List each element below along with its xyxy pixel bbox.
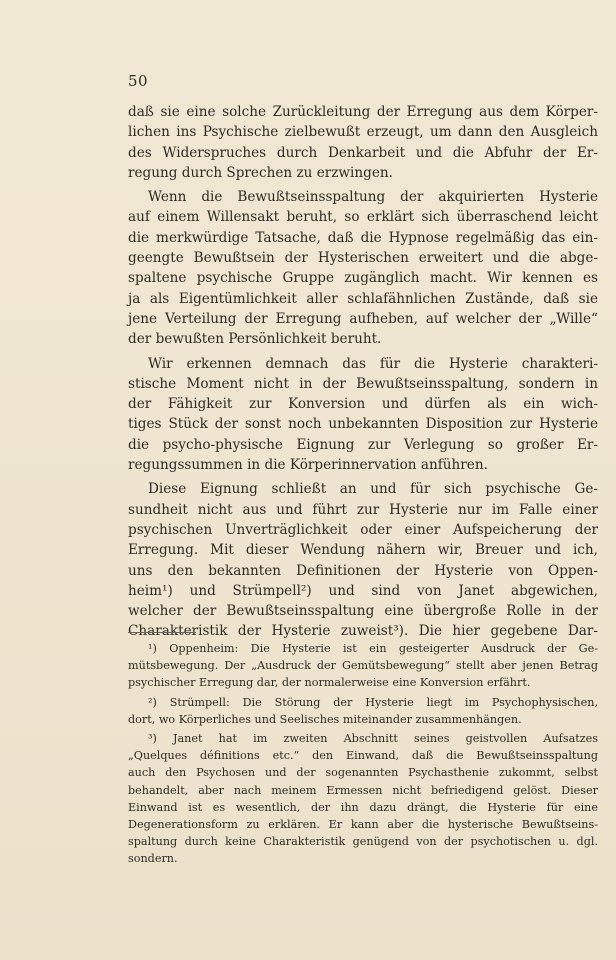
text-line: regung durch Sprechen zu erzwingen. [128,164,393,181]
footnote-2 [128,694,598,728]
footnote-line: ¹) Oppenheim: Die Hysterie ist ein gesteigerter Ausdruck der Ge- [148,642,598,655]
text-line: welcher der Bewußtseinsspaltung eine übergroße Rolle in der [128,603,598,620]
text-line: des Widerspruches durch Denkarbeit und die Abfuhr der Er- [128,144,598,161]
text-line: lichen ins Psychische zielbewußt erzeugt, um dann den Ausgleich [128,124,598,141]
footnote-line: auch den Psychosen und der sogenannten Psychasthenie zukommt, selbst [128,766,598,780]
footnote-line: „Quelques définitions etc.“ den Einwand, daß die Bewußtseinsspaltung [128,749,598,763]
footnote-divider [128,632,196,633]
footnote-line: ²) Strümpell: Die Störung der Hysterie liegt im Psychophysischen, [148,695,598,709]
paragraph-1 [128,102,598,183]
footnote-line: spaltung durch keine Charakteristik genügend von der psychotischen u. dgl. [128,835,598,849]
footnote-3 [128,730,598,868]
footnote-1 [128,640,598,692]
text-line: heim¹) und Strümpell²) und sind von Janet abgewichen, [128,582,598,599]
text-line: sundheit nicht aus und führt zur Hysterie nur im Falle einer [128,501,598,518]
text-line: Charakteristik der Hysterie zuweist³). Die hier gegebene Dar- [128,623,598,640]
footnote-line: Degenerationsform zu erklären. Er kann aber die hysterische Bewußtseins- [128,818,598,832]
main-text [128,102,598,646]
footnote-line: ³) Janet hat im zweiten Abschnitt seines geistvollen Aufsatzes [148,732,598,746]
paragraph-4 [128,479,598,641]
paragraph-2 [128,187,598,349]
text-line: der Fähigkeit zur Konversion und dürfen als ein wich- [128,396,598,413]
footnote-line: dort, wo Körperliches und Seelisches miteinander zusammenhängen. [128,712,522,726]
footnote-line: behandelt, aber nach meinem Ermessen nicht befriedigend gelöst. Dieser [128,783,598,797]
text-line: psychischen Unverträglichkeit oder einer Aufspeicherung der [128,521,598,538]
text-line: auf einem Willensakt beruht, so erklärt sich überraschend leicht [128,209,598,226]
text-line: spaltene psychische Gruppe zugänglich macht. Wir kennen es [128,270,598,287]
footnote-line: sondern. [128,852,178,866]
text-line: die merkwürdige Tatsache, daß die Hypnose regelmäßig das ein- [128,229,598,246]
footnote-line: psychischer Erregung dar, der normalerweise eine Konversion erfährt. [128,676,531,690]
text-line: stische Moment nicht in der Bewußtseinsspaltung, sondern in [128,375,598,392]
text-line: Diese Eignung schließt an und für sich psychische Ge- [148,481,598,498]
footnote-line: mütsbewegung. Der „Ausdruck der Gemütsbewegung“ stellt aber jenen Betrag [128,659,598,673]
footnotes [128,640,598,870]
text-line: ja als Eigentümlichkeit aller schlafähnlichen Zustände, daß sie [128,290,598,307]
text-line: regungssummen in die Körperinnervation anführen. [128,457,488,474]
page-number: 50 [128,72,149,90]
text-line: daß sie eine solche Zurückleitung der Erregung aus dem Körper- [128,104,598,120]
text-line: geengte Bewußtsein der Hysterischen erweitert und die abge- [128,250,598,267]
paragraph-3 [128,354,598,476]
text-line: jene Verteilung der Erregung aufheben, auf welcher der „Wille“ [128,310,598,327]
text-line: uns den bekannten Definitionen der Hysterie von Oppen- [128,562,598,579]
footnote-line: Einwand ist es wesentlich, der ihn dazu drängt, die Hysterie für eine [128,800,598,814]
text-line: Wir erkennen demnach das für die Hysterie charakteri- [148,355,598,372]
text-line: Wenn die Bewußtseinsspaltung der akquirierten Hysterie [148,189,598,206]
text-line: Erregung. Mit dieser Wendung nähern wir, Breuer und ich, [128,542,598,559]
text-line: der bewußten Persönlichkeit beruht. [128,331,382,348]
text-line: tiges Stück der sonst noch unbekannten Disposition zur Hysterie [128,416,598,433]
text-line: die psycho-physische Eignung zur Verlegung so großer Er- [128,436,598,453]
